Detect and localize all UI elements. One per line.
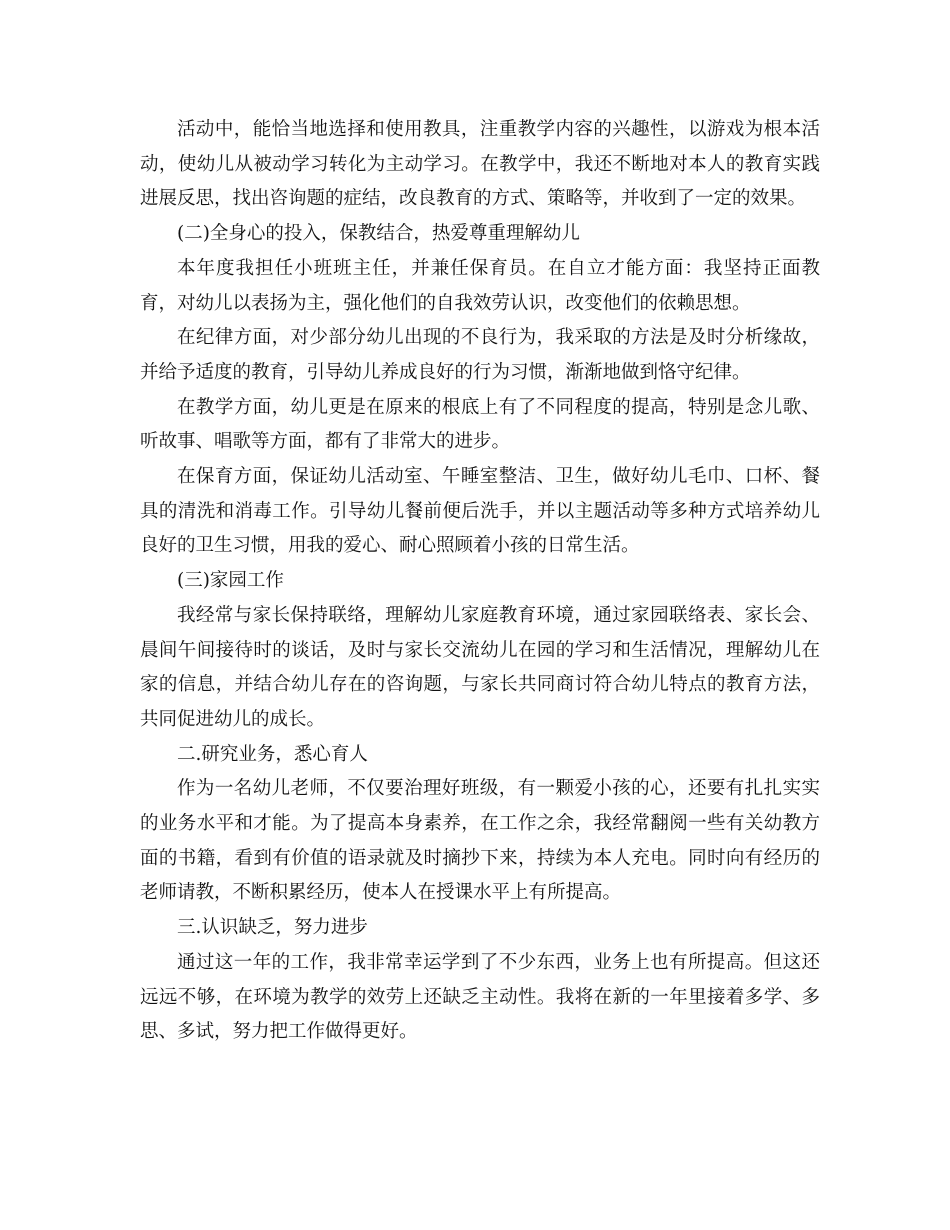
- paragraph-class-teacher: 本年度我担任小班班主任，并兼任保育员。在自立才能方面：我坚持正面教育，对幼儿以表扬为主，强化他们的自我效劳认识，改变他们的依赖思想。: [140, 257, 820, 314]
- paragraph-family-work: 我经常与家长保持联络，理解幼儿家庭教育环境，通过家园联络表、家长会、晨间午间接待时的谈话，及时与家长交流幼儿在园的学习和生活情况，理解幼儿在家的信息，并结合幼儿存在的咨询题，与家长共同商讨符合幼儿特点的教育方法，共同促进幼儿的成长。: [140, 604, 820, 730]
- heading-section-3: (三)家园工作: [177, 570, 284, 592]
- paragraph-discipline: 在纪律方面，对少部分幼儿出现的不良行为，我采取的方法是及时分析缘故，并给予适度的教育，引导幼儿养成良好的行为习惯，渐渐地做到恪守纪律。: [140, 327, 820, 383]
- heading-research-business: 二.研究业务，悉心育人: [177, 743, 368, 765]
- paragraph-childcare: 在保育方面，保证幼儿活动室、午睡室整洁、卫生，做好幼儿毛巾、口杯、餐具的清洗和消毒工作。引导幼儿餐前便后洗手，并以主题活动等多种方式培养幼儿良好的卫生习惯，用我的爱心、耐心照顾着小孩的日常生活。: [140, 466, 820, 557]
- paragraph-conclusion: 通过这一年的工作，我非常幸运学到了不少东西，业务上也有所提高。但这还远远不够，在环境为教学的效劳上还缺乏主动性。我将在新的一年里接着多学、多思、多试，努力把工作做得更好。: [140, 951, 820, 1043]
- paragraph-professional-growth: 作为一名幼儿老师，不仅要治理好班级，有一颗爱小孩的心，还要有扎扎实实的业务水平和才能。为了提高本身素养，在工作之余，我经常翻阅一些有关幼教方面的书籍，看到有价值的语录就及时摘抄下来，持续为本人充电。同时向有经历的老师请教，不断积累经历，使本人在授课水平上有所提高。: [140, 778, 820, 904]
- paragraph-teaching: 在教学方面，幼儿更是在原来的根底上有了不同程度的提高，特别是念儿歌、听故事、唱歌等方面，都有了非常大的进步。: [140, 396, 820, 453]
- paragraph-teaching-methods: 活动中，能恰当地选择和使用教具，注重教学内容的兴趣性，以游戏为根本活动，使幼儿从被动学习转化为主动学习。在教学中，我还不断地对本人的教育实践进展反思，找出咨询题的症结，改良教育的方式、策略等，并收到了一定的效果。: [140, 119, 820, 210]
- heading-section-2: (二)全身心的投入，保教结合，热爱尊重理解幼儿: [177, 223, 580, 245]
- document-body: [140, 113, 820, 1050]
- heading-shortcomings: 三.认识缺乏，努力进步: [177, 917, 368, 939]
